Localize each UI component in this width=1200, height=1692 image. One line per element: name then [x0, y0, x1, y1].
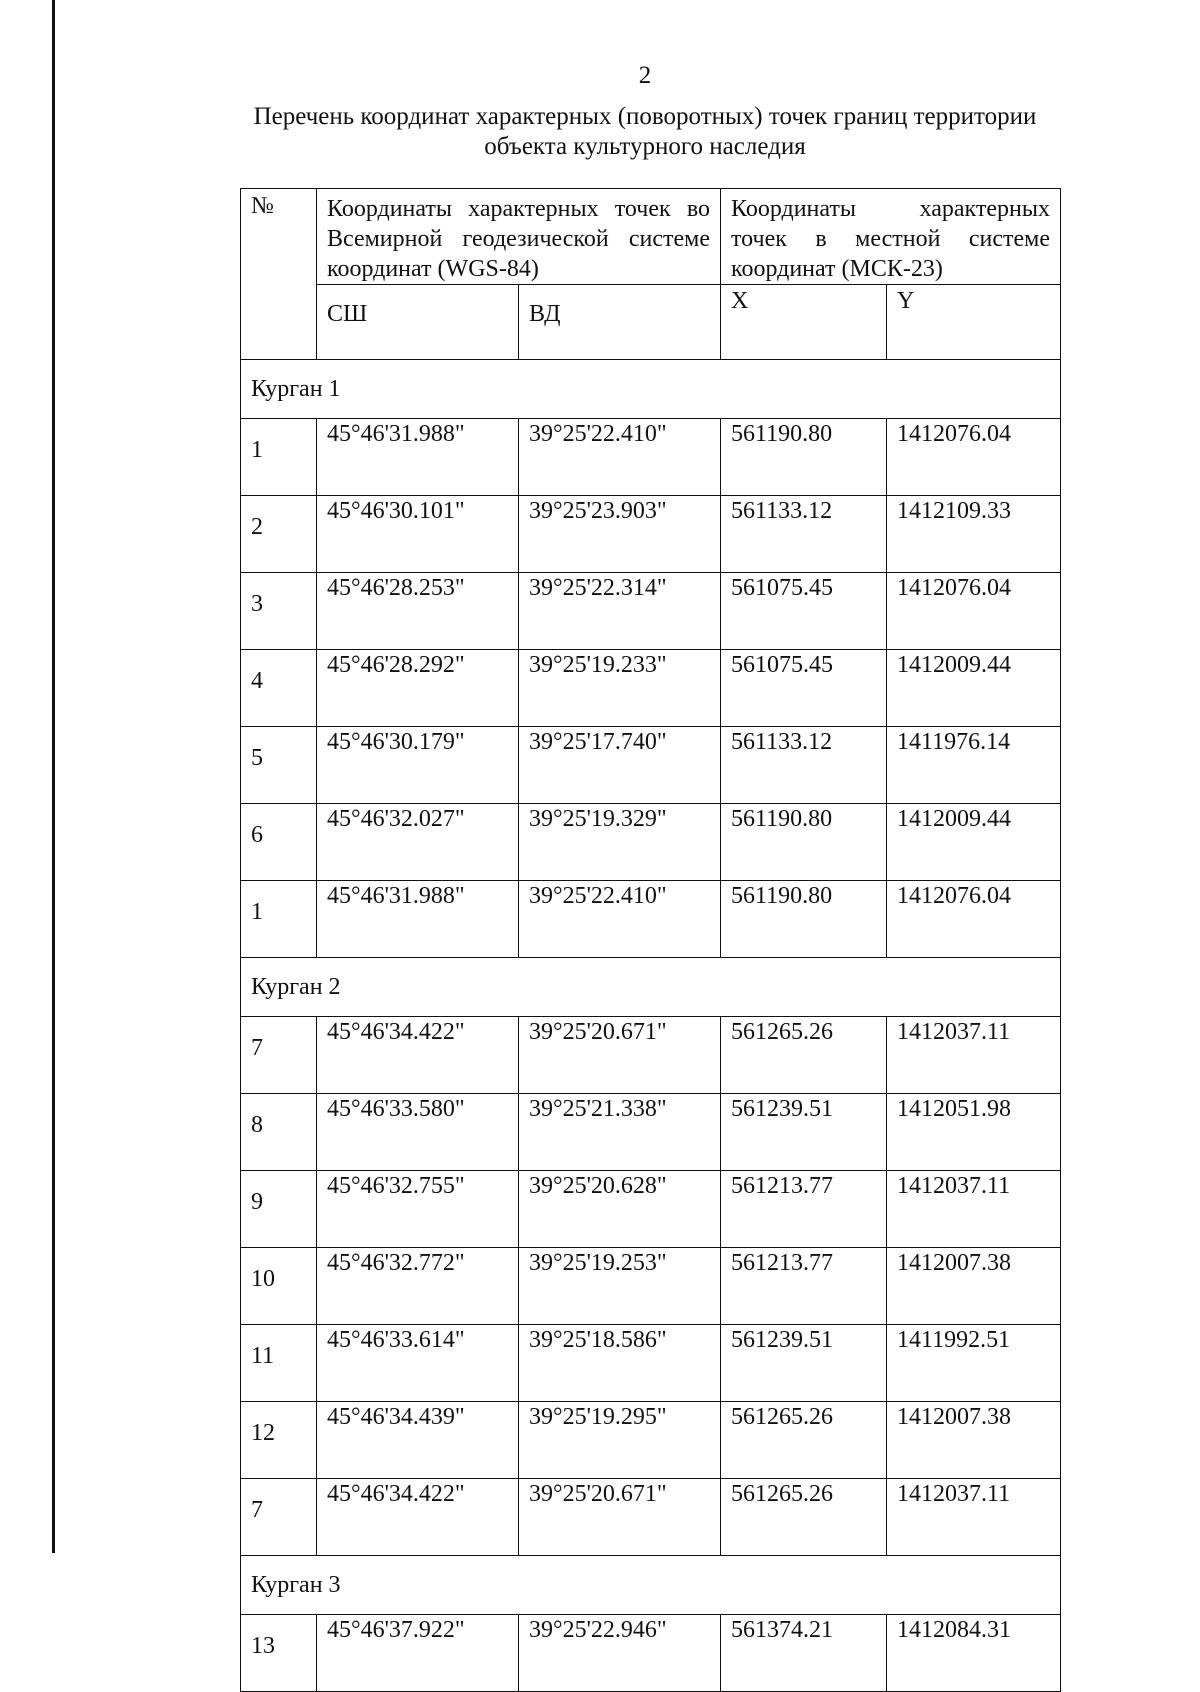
cell-longitude: 39°25'22.410" [519, 419, 721, 496]
cell-x: 561265.26 [721, 1017, 887, 1094]
cell-longitude: 39°25'19.253" [519, 1248, 721, 1325]
cell-y: 1411976.14 [887, 727, 1061, 804]
page-left-border-line [52, 0, 55, 1553]
cell-x: 561075.45 [721, 650, 887, 727]
table-row [241, 496, 1061, 573]
cell-longitude: 39°25'22.946" [519, 1615, 721, 1692]
cell-y: 1412084.31 [887, 1615, 1061, 1692]
cell-point-number: 7 [241, 1017, 317, 1094]
cell-longitude: 39°25'19.329" [519, 804, 721, 881]
cell-longitude: 39°25'20.671" [519, 1479, 721, 1556]
cell-latitude: 45°46'34.422" [317, 1479, 519, 1556]
cell-point-number: 11 [241, 1325, 317, 1402]
cell-latitude: 45°46'28.253" [317, 573, 519, 650]
cell-longitude: 39°25'19.295" [519, 1402, 721, 1479]
cell-latitude: 45°46'34.439" [317, 1402, 519, 1479]
cell-point-number: 7 [241, 1479, 317, 1556]
cell-y: 1412009.44 [887, 650, 1061, 727]
cell-longitude: 39°25'22.410" [519, 881, 721, 958]
cell-longitude: 39°25'20.628" [519, 1171, 721, 1248]
table-row [241, 1094, 1061, 1171]
cell-latitude: 45°46'30.101" [317, 496, 519, 573]
cell-point-number: 3 [241, 573, 317, 650]
table-subheader-row [241, 285, 1061, 360]
cell-y: 1411992.51 [887, 1325, 1061, 1402]
cell-x: 561190.80 [721, 419, 887, 496]
table-row [241, 1248, 1061, 1325]
section-title: Курган 1 [241, 360, 1061, 419]
header-x: X [721, 285, 887, 360]
cell-x: 561374.21 [721, 1615, 887, 1692]
cell-x: 561213.77 [721, 1248, 887, 1325]
cell-latitude: 45°46'28.292" [317, 650, 519, 727]
header-longitude: ВД [519, 285, 721, 360]
cell-point-number: 12 [241, 1402, 317, 1479]
cell-x: 561213.77 [721, 1171, 887, 1248]
cell-point-number: 4 [241, 650, 317, 727]
section-row [241, 1556, 1061, 1615]
cell-latitude: 45°46'32.027" [317, 804, 519, 881]
document-title-line-2: объекта культурного наследия [484, 133, 806, 160]
header-wgs84-group: Координаты характерных точек во Всемирной геодезической системе координат (WGS-84) [317, 189, 721, 285]
table-row [241, 727, 1061, 804]
cell-point-number: 10 [241, 1248, 317, 1325]
cell-x: 561265.26 [721, 1479, 887, 1556]
cell-y: 1412007.38 [887, 1402, 1061, 1479]
cell-longitude: 39°25'20.671" [519, 1017, 721, 1094]
cell-y: 1412109.33 [887, 496, 1061, 573]
document-title-line-1: Перечень координат характерных (поворотных) точек границ территории [253, 103, 1037, 130]
cell-latitude: 45°46'32.755" [317, 1171, 519, 1248]
cell-point-number: 1 [241, 881, 317, 958]
cell-longitude: 39°25'18.586" [519, 1325, 721, 1402]
table-row [241, 804, 1061, 881]
header-msk23-group: Координаты характерных точек в местной системе координат (МСК-23) [721, 189, 1061, 285]
cell-x: 561265.26 [721, 1402, 887, 1479]
cell-latitude: 45°46'31.988" [317, 881, 519, 958]
cell-latitude: 45°46'37.922" [317, 1615, 519, 1692]
table-row [241, 881, 1061, 958]
table-row [241, 1171, 1061, 1248]
cell-latitude: 45°46'33.580" [317, 1094, 519, 1171]
page-number: 2 [638, 62, 652, 89]
cell-y: 1412037.11 [887, 1479, 1061, 1556]
cell-x: 561190.80 [721, 881, 887, 958]
cell-x: 561239.51 [721, 1094, 887, 1171]
coordinates-table [240, 188, 1061, 1692]
cell-y: 1412076.04 [887, 419, 1061, 496]
cell-longitude: 39°25'17.740" [519, 727, 721, 804]
table-row [241, 1017, 1061, 1094]
table-row [241, 573, 1061, 650]
cell-point-number: 9 [241, 1171, 317, 1248]
cell-point-number: 8 [241, 1094, 317, 1171]
cell-y: 1412051.98 [887, 1094, 1061, 1171]
cell-point-number: 13 [241, 1615, 317, 1692]
cell-y: 1412076.04 [887, 881, 1061, 958]
header-latitude: СШ [317, 285, 519, 360]
document-title [200, 102, 1090, 162]
table-row [241, 1402, 1061, 1479]
cell-point-number: 6 [241, 804, 317, 881]
table-row [241, 1325, 1061, 1402]
table-header-row [241, 189, 1061, 285]
cell-x: 561133.12 [721, 496, 887, 573]
table-row [241, 419, 1061, 496]
cell-longitude: 39°25'22.314" [519, 573, 721, 650]
cell-latitude: 45°46'31.988" [317, 419, 519, 496]
table-row [241, 650, 1061, 727]
cell-y: 1412037.11 [887, 1017, 1061, 1094]
cell-point-number: 2 [241, 496, 317, 573]
cell-y: 1412037.11 [887, 1171, 1061, 1248]
cell-x: 561133.12 [721, 727, 887, 804]
cell-longitude: 39°25'21.338" [519, 1094, 721, 1171]
cell-y: 1412076.04 [887, 573, 1061, 650]
header-y: Y [887, 285, 1061, 360]
section-title: Курган 3 [241, 1556, 1061, 1615]
cell-latitude: 45°46'34.422" [317, 1017, 519, 1094]
cell-y: 1412007.38 [887, 1248, 1061, 1325]
table-row [241, 1479, 1061, 1556]
cell-point-number: 5 [241, 727, 317, 804]
header-number: № [241, 189, 317, 360]
table-row [241, 1615, 1061, 1692]
cell-x: 561190.80 [721, 804, 887, 881]
cell-latitude: 45°46'32.772" [317, 1248, 519, 1325]
section-row [241, 360, 1061, 419]
cell-y: 1412009.44 [887, 804, 1061, 881]
cell-latitude: 45°46'33.614" [317, 1325, 519, 1402]
cell-longitude: 39°25'19.233" [519, 650, 721, 727]
section-title: Курган 2 [241, 958, 1061, 1017]
cell-longitude: 39°25'23.903" [519, 496, 721, 573]
cell-x: 561239.51 [721, 1325, 887, 1402]
cell-latitude: 45°46'30.179" [317, 727, 519, 804]
cell-point-number: 1 [241, 419, 317, 496]
section-row [241, 958, 1061, 1017]
cell-x: 561075.45 [721, 573, 887, 650]
